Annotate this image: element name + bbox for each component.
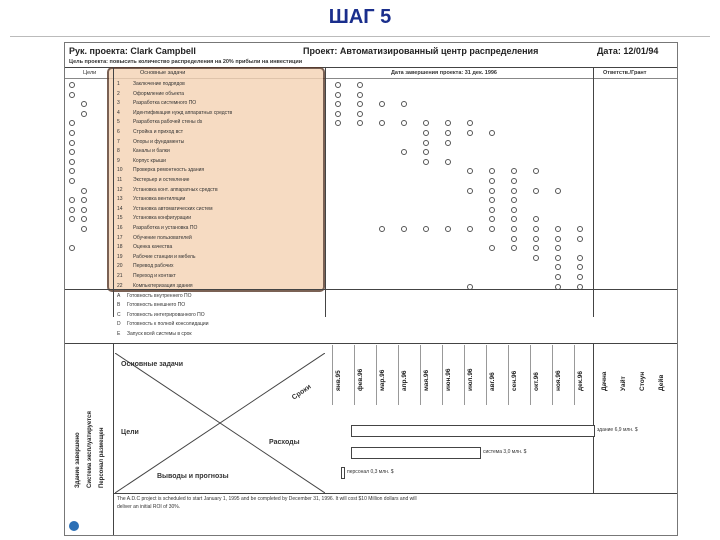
task-name: Разработка рабочей стены ds xyxy=(133,119,203,126)
goal-dot xyxy=(69,159,75,165)
schedule-dot xyxy=(577,255,583,261)
task-number: 1 xyxy=(117,81,120,87)
schedule-dot xyxy=(401,101,407,107)
company-logo xyxy=(69,521,79,531)
project-summary: The A.D.C project is scheduled to start January 1, 1995 and be completed by December 31, 1996. It will cost $10 Million dollars and will deliver an initial ROI of 30%. xyxy=(117,496,417,510)
task-number: 5 xyxy=(117,119,120,126)
milestone-name: Готовность к полной консолидации xyxy=(127,321,209,328)
task-number: 4 xyxy=(117,109,120,116)
schedule-dot xyxy=(577,264,583,270)
goal-dot xyxy=(69,245,75,251)
system-cost-bar xyxy=(351,447,481,459)
schedule-dot xyxy=(577,226,583,232)
task-name: Оформление объекта xyxy=(133,90,185,97)
month-label: авг.96 xyxy=(489,372,496,391)
month-gridline xyxy=(464,345,465,405)
schedule-dot xyxy=(423,140,429,146)
task-number: 7 xyxy=(117,138,120,145)
project-goal: Цель проекта: повысить количество распределения на 20% прибыли на инвестиции xyxy=(69,59,303,65)
task-name: Рабочие станции и мебель xyxy=(133,253,196,260)
schedule-dot xyxy=(511,226,517,232)
task-name: Установка конт. аппаратных средств xyxy=(133,186,218,193)
schedule-dot xyxy=(489,226,495,232)
schedule-dot xyxy=(357,120,363,126)
month-label: фев.96 xyxy=(357,368,364,391)
role-label: Стоун xyxy=(639,371,646,391)
schedule-dot xyxy=(555,236,561,242)
building-cost-label: здание 6,9 млн. $ xyxy=(597,427,638,433)
month-gridline xyxy=(354,345,355,405)
schedule-dot xyxy=(577,236,583,242)
result-label: Персонал размещен xyxy=(99,427,105,488)
schedule-dot xyxy=(511,207,517,213)
project-manager: Рук. проекта: Clark Campbell xyxy=(69,46,196,56)
schedule-dot xyxy=(533,245,539,251)
goals-column-header: Цели xyxy=(83,70,97,76)
schedule-dot xyxy=(555,226,561,232)
milestone-name: Запуск всей системы в срок xyxy=(127,330,192,337)
milestone-name: Готовность внутреннего ПО xyxy=(127,293,192,299)
task-name: Оценка качества xyxy=(133,244,173,251)
matrix-conclusions-label: Выводы и прогнозы xyxy=(157,473,229,480)
month-gridline xyxy=(552,345,553,405)
goal-dot xyxy=(69,168,75,174)
month-label: дек.96 xyxy=(577,370,584,391)
schedule-dot xyxy=(533,226,539,232)
schedule-dot xyxy=(423,130,429,136)
task-name: Заключение подрядов xyxy=(133,81,185,87)
schedule-dot xyxy=(511,178,517,184)
due-date-label: Дата завершения проекта: 31 дек. 1996 xyxy=(391,70,497,76)
schedule-dot xyxy=(379,226,385,232)
slide-title: ШАГ 5 xyxy=(328,6,392,28)
schedule-dot xyxy=(467,168,473,174)
tasks-column-header: Основные задачи xyxy=(140,70,186,76)
schedule-dot xyxy=(423,159,429,165)
task-name: Установка конфигурации xyxy=(133,215,191,222)
schedule-dot xyxy=(445,159,451,165)
schedule-dot xyxy=(335,101,341,107)
task-name: Каналы и балки xyxy=(133,148,170,155)
month-label: окт.96 xyxy=(533,372,540,391)
schedule-dot xyxy=(533,236,539,242)
goal-dot xyxy=(81,216,87,222)
schedule-dot xyxy=(533,168,539,174)
schedule-dot xyxy=(511,168,517,174)
result-label: Здание завершено xyxy=(75,432,81,488)
task-number: 8 xyxy=(117,148,120,155)
milestone-key: E xyxy=(117,330,121,337)
task-name: Проверка ремонтность здания xyxy=(133,167,205,174)
month-gridline xyxy=(486,345,487,405)
goal-dot xyxy=(69,178,75,184)
schedule-dot xyxy=(489,245,495,251)
task-name: Установка вентиляции xyxy=(133,196,186,203)
goal-dot xyxy=(69,130,75,136)
matrix-dates-label: Сроки xyxy=(290,383,313,402)
schedule-dot xyxy=(577,274,583,280)
month-gridline xyxy=(574,345,575,405)
schedule-dot xyxy=(401,226,407,232)
matrix-tasks-label: Основные задачи xyxy=(121,361,183,368)
schedule-dot xyxy=(511,236,517,242)
month-label: сен.96 xyxy=(511,370,518,391)
schedule-dot xyxy=(357,101,363,107)
schedule-dot xyxy=(489,216,495,222)
staff-cost-label: персонал 0,3 млн. $ xyxy=(347,469,394,475)
month-label: июн.96 xyxy=(445,368,452,391)
month-label: мар.96 xyxy=(379,369,386,391)
schedule-dot xyxy=(489,168,495,174)
goal-dot xyxy=(81,111,87,117)
schedule-dot xyxy=(489,130,495,136)
schedule-dot xyxy=(489,197,495,203)
task-number: 22 xyxy=(117,282,123,289)
milestone-key: A xyxy=(117,293,121,299)
goal-dot xyxy=(69,216,75,222)
schedule-dot xyxy=(511,245,517,251)
task-name: Перевод рабочих xyxy=(133,263,174,270)
schedule-dot xyxy=(401,149,407,155)
schedule-dot xyxy=(335,111,341,117)
project-sheet xyxy=(64,42,678,536)
schedule-dot xyxy=(467,130,473,136)
schedule-dot xyxy=(335,82,341,88)
schedule-dot xyxy=(511,197,517,203)
task-number: 20 xyxy=(117,263,123,270)
result-label: Система эксплуатируется xyxy=(87,411,93,488)
project-date: Дата: 12/01/94 xyxy=(597,46,659,56)
goal-dot xyxy=(69,120,75,126)
task-name: Идентификация нужд аппаратных средств xyxy=(133,109,233,116)
goal-dot xyxy=(81,207,87,213)
staff-cost-bar xyxy=(341,467,345,479)
schedule-dot xyxy=(533,188,539,194)
schedule-dot xyxy=(467,188,473,194)
matrix-goals-label: Цели xyxy=(121,429,139,436)
schedule-dot xyxy=(467,120,473,126)
goal-dot xyxy=(81,197,87,203)
task-name: Компьютеризация здания xyxy=(133,282,193,289)
goal-dot xyxy=(69,149,75,155)
schedule-dot xyxy=(555,255,561,261)
schedule-dot xyxy=(423,226,429,232)
task-name: Экстерьер и остекление xyxy=(133,177,190,183)
month-gridline xyxy=(332,345,333,405)
task-name: Стройка и приход вст xyxy=(133,129,183,135)
goal-dot xyxy=(69,92,75,98)
x-matrix-diagram xyxy=(115,353,325,493)
goal-dot xyxy=(69,140,75,146)
schedule-dot xyxy=(445,140,451,146)
task-number: 6 xyxy=(117,129,120,135)
schedule-dot xyxy=(533,216,539,222)
schedule-dot xyxy=(401,120,407,126)
schedule-dot xyxy=(511,216,517,222)
month-gridline xyxy=(398,345,399,405)
schedule-dot xyxy=(445,226,451,232)
schedule-dot xyxy=(533,255,539,261)
task-name: Разработка системного ПО xyxy=(133,100,197,107)
schedule-dot xyxy=(445,120,451,126)
task-number: 12 xyxy=(117,186,123,193)
schedule-dot xyxy=(379,120,385,126)
schedule-dot xyxy=(335,120,341,126)
month-gridline xyxy=(508,345,509,405)
project-name: Проект: Автоматизированный центр распределения xyxy=(303,46,539,56)
task-number: 10 xyxy=(117,167,123,174)
system-cost-label: система 3,0 млн. $ xyxy=(483,449,527,455)
role-label: Дейв xyxy=(658,374,665,391)
schedule-dot xyxy=(555,245,561,251)
schedule-dot xyxy=(511,188,517,194)
building-cost-bar xyxy=(351,425,595,437)
month-gridline xyxy=(376,345,377,405)
schedule-dot xyxy=(357,92,363,98)
task-name: Опоры и фундаменты xyxy=(133,138,185,145)
month-gridline xyxy=(442,345,443,405)
task-number: 3 xyxy=(117,100,120,107)
goal-dot xyxy=(69,207,75,213)
goal-dot xyxy=(69,82,75,88)
schedule-dot xyxy=(357,82,363,88)
milestone-name: Готовность интегрированного ПО xyxy=(127,311,205,318)
milestone-key: C xyxy=(117,311,121,318)
task-name: Корпус крыши xyxy=(133,157,166,164)
task-name: Переход и контакт xyxy=(133,273,176,279)
task-number: 16 xyxy=(117,225,123,231)
month-label: мая.96 xyxy=(423,369,430,391)
goal-dot xyxy=(81,188,87,194)
task-number: 17 xyxy=(117,234,123,241)
title-divider xyxy=(10,36,710,37)
task-number: 13 xyxy=(117,196,123,203)
responsibility-header: Ответств./Грант xyxy=(603,70,647,76)
schedule-dot xyxy=(555,274,561,280)
schedule-dot xyxy=(423,149,429,155)
schedule-dot xyxy=(379,101,385,107)
schedule-dot xyxy=(555,264,561,270)
schedule-dot xyxy=(489,207,495,213)
schedule-dot xyxy=(467,226,473,232)
goal-dot xyxy=(81,226,87,232)
role-label: Уайт xyxy=(620,376,627,391)
task-number: 9 xyxy=(117,157,120,164)
schedule-dot xyxy=(357,111,363,117)
milestone-name: Готовность внешнего ПО xyxy=(127,302,186,309)
schedule-dot xyxy=(489,178,495,184)
matrix-costs-label: Расходы xyxy=(269,439,300,446)
schedule-dot xyxy=(445,130,451,136)
month-gridline xyxy=(530,345,531,405)
task-number: 11 xyxy=(117,177,123,183)
task-number: 2 xyxy=(117,90,120,97)
task-number: 15 xyxy=(117,215,123,222)
month-label: ноя.96 xyxy=(555,370,562,391)
task-number: 19 xyxy=(117,253,123,260)
goal-dot xyxy=(81,101,87,107)
role-label: Дачна xyxy=(601,371,608,391)
task-name: Установка автоматических систем xyxy=(133,205,213,212)
schedule-dot xyxy=(335,92,341,98)
schedule-dot xyxy=(489,188,495,194)
month-label: янв.95 xyxy=(335,370,342,391)
task-number: 21 xyxy=(117,273,123,279)
milestone-key: D xyxy=(117,321,121,328)
schedule-dot xyxy=(423,120,429,126)
task-name: Разработка и установка ПО xyxy=(133,225,198,231)
month-gridline xyxy=(420,345,421,405)
month-label: июл.96 xyxy=(467,368,474,391)
month-label: апр.96 xyxy=(401,370,408,391)
task-number: 18 xyxy=(117,244,123,251)
goal-dot xyxy=(69,197,75,203)
milestone-key: B xyxy=(117,302,121,309)
task-number: 14 xyxy=(117,205,123,212)
task-name: Обучение пользователей xyxy=(133,234,192,241)
schedule-dot xyxy=(555,188,561,194)
